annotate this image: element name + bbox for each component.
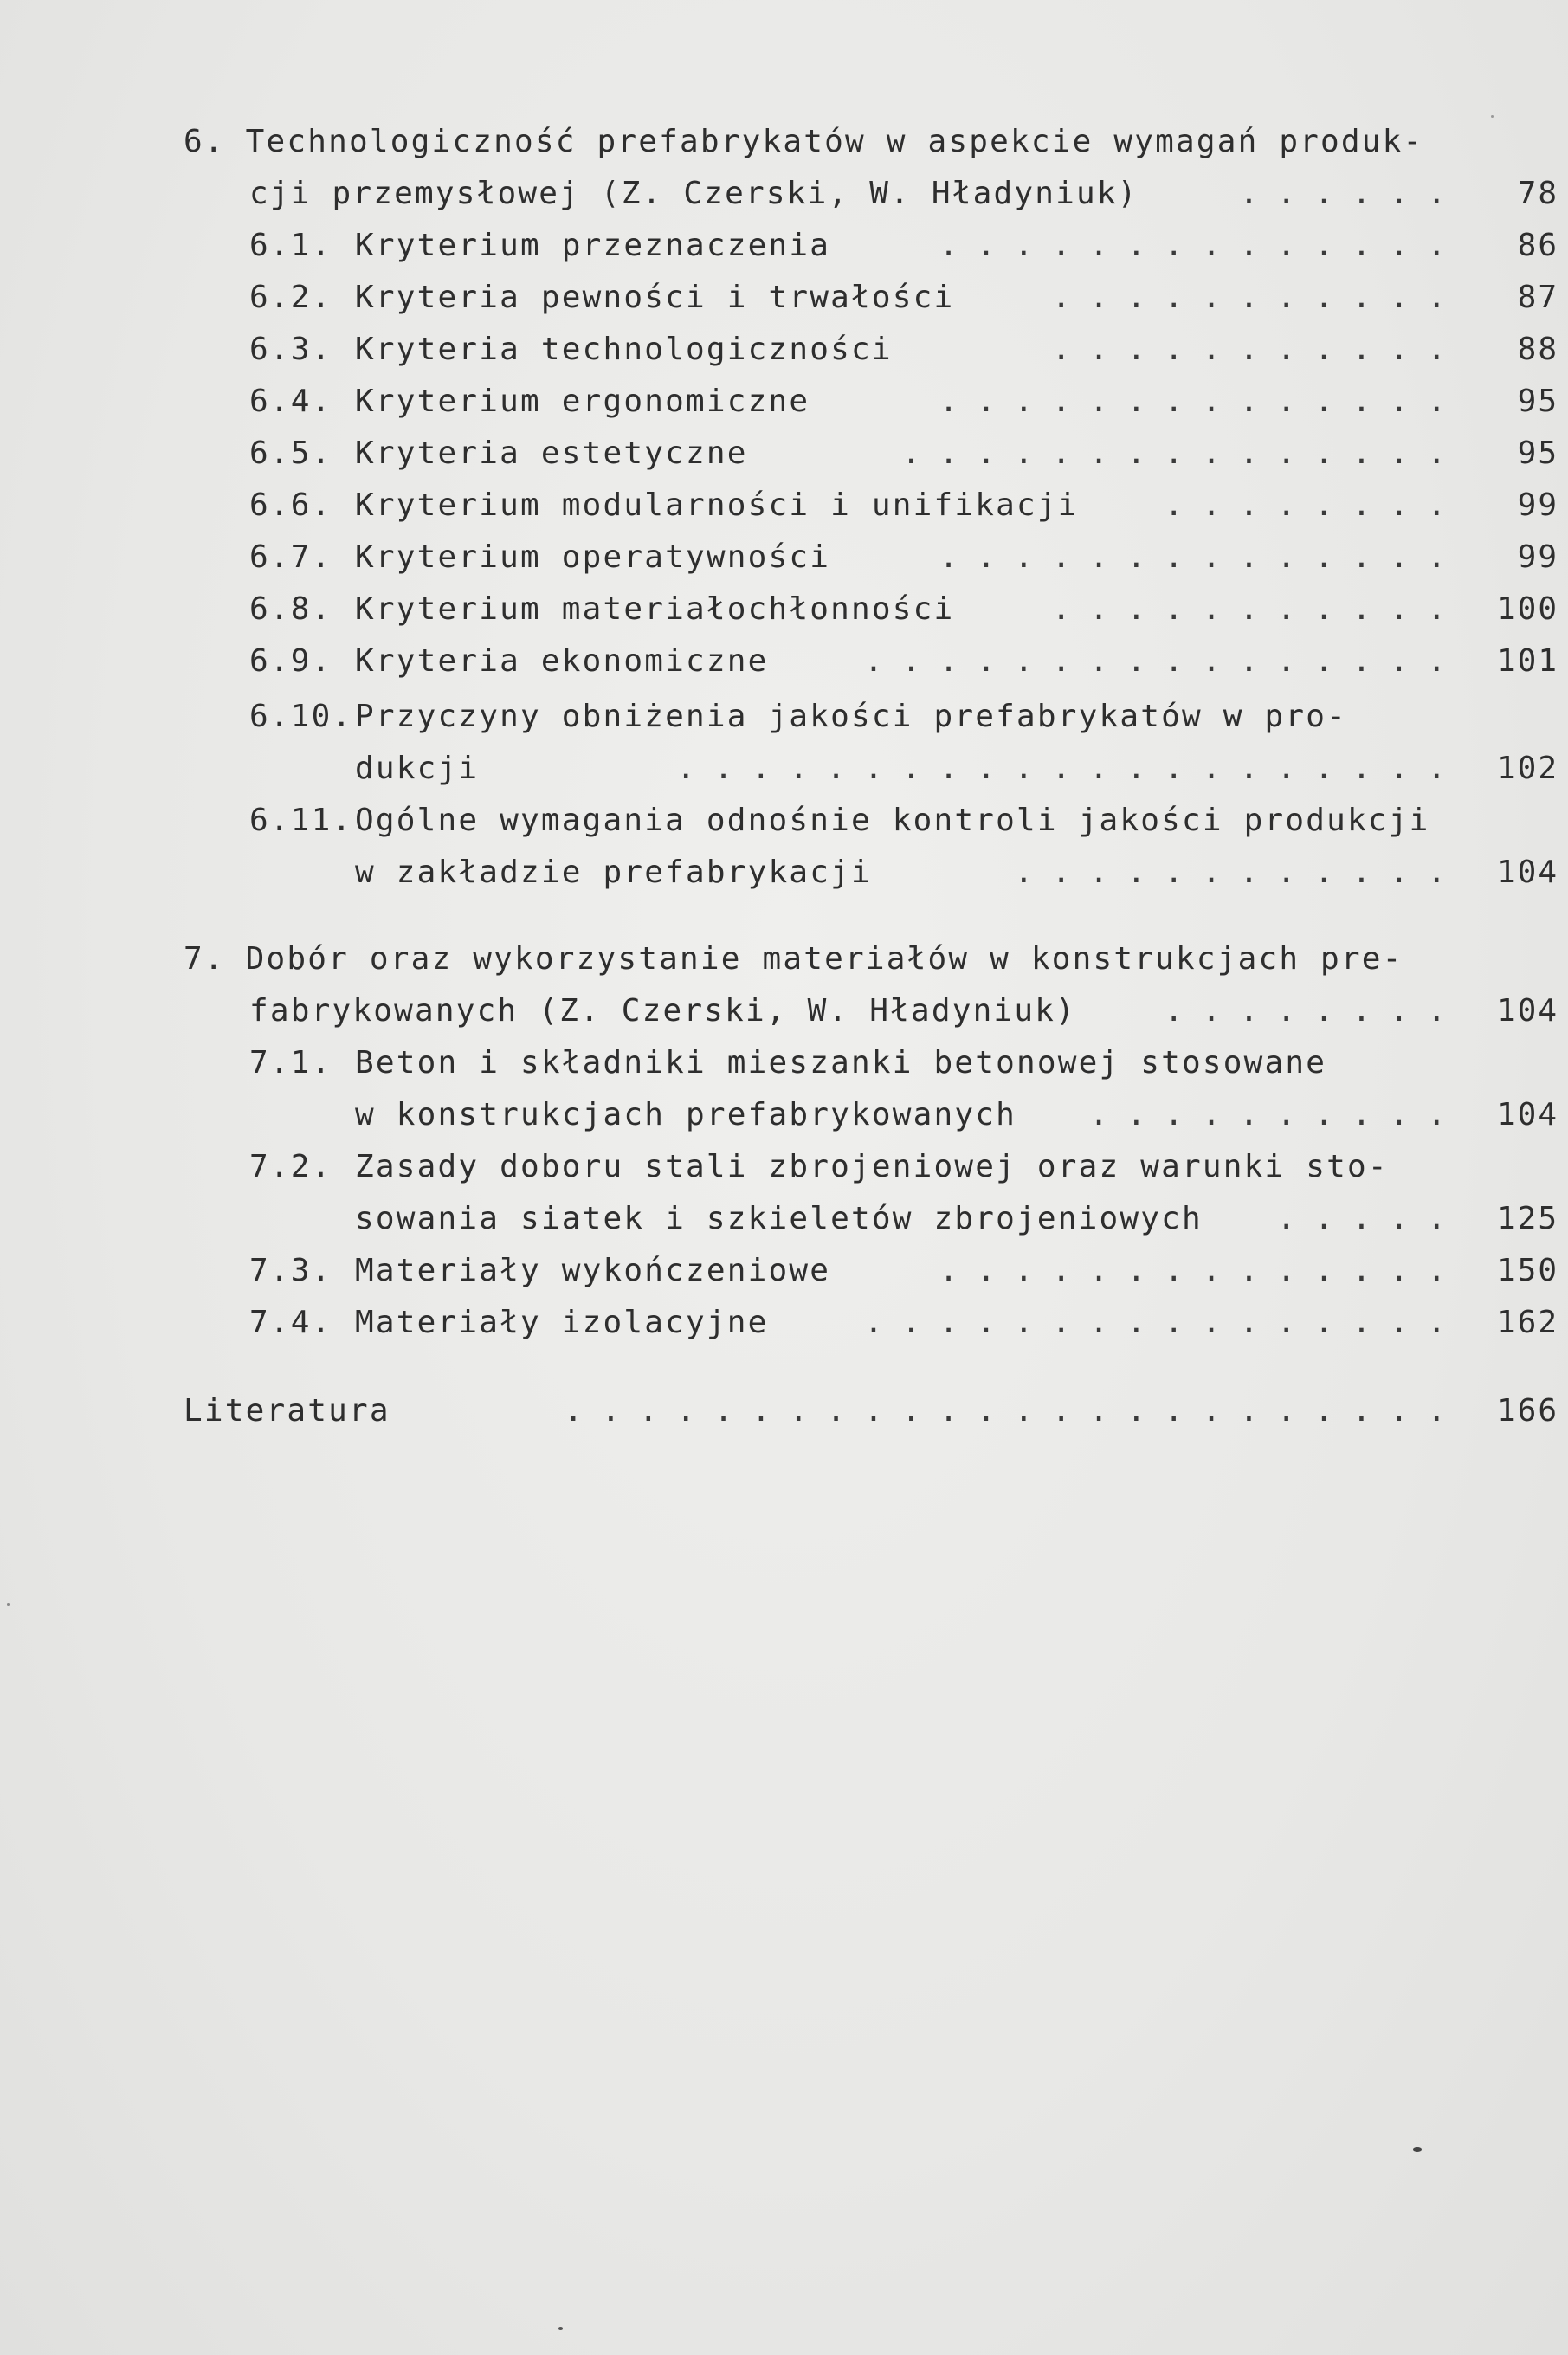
toc-entry-6-7-number: 6.7. <box>249 539 332 575</box>
leader-dots: . . . . . . . . . . . . . . <box>939 384 1446 419</box>
page-number: 88 <box>1517 332 1558 367</box>
toc-entry-7-1-number: 7.1. <box>249 1045 332 1081</box>
toc-entry-7-2-label-line-2: sowania siatek i szkieletów zbrojeniowych <box>355 1201 1203 1236</box>
section-6-title-line-1: 6. Technologiczność prefabrykatów w aspekcie wymagań produk- <box>184 124 1424 159</box>
toc-entry-7-3-number: 7.3. <box>249 1253 332 1288</box>
page-number: 101 <box>1496 643 1558 679</box>
leader-dots: . . . . . . <box>1239 176 1446 211</box>
leader-dots: . . . . . . . . . . . <box>1051 591 1446 627</box>
toc-entry-6-11-label-line-2: w zakładzie prefabrykacji <box>355 855 872 890</box>
leader-dots: . . . . . <box>1276 1201 1446 1236</box>
section-7-title-line-2: fabrykowanych (Z. Czerski, W. Hładyniuk) <box>249 993 1076 1029</box>
leader-dots: . . . . . . . . . . . <box>1051 332 1446 367</box>
leader-dots: . . . . . . . . . . . . . . . <box>901 436 1446 471</box>
leader-dots: . . . . . . . . . . . . . . . . <box>864 1305 1446 1340</box>
toc-entry-6-5-label: Kryteria estetyczne <box>355 436 748 471</box>
toc-entry-7-2-label-line-1: Zasady doboru stali zbrojeniowej oraz warunki sto- <box>355 1149 1389 1184</box>
page-number: 104 <box>1496 855 1558 890</box>
page-number: 86 <box>1517 228 1558 263</box>
leader-dots: . . . . . . . . <box>1164 487 1446 523</box>
toc-entry-6-10-number: 6.10. <box>249 699 353 734</box>
leader-dots: . . . . . . . . . . . . . . . . . . . . . <box>676 751 1446 786</box>
page-number: 95 <box>1517 384 1558 419</box>
toc-entry-7-4-number: 7.4. <box>249 1305 332 1340</box>
page-number: 104 <box>1496 993 1558 1029</box>
toc-entry-6-9-number: 6.9. <box>249 643 332 679</box>
toc-entry-6-6-number: 6.6. <box>249 487 332 523</box>
section-7-title-line-1: 7. Dobór oraz wykorzystanie materiałów w konstrukcjach pre- <box>184 941 1403 977</box>
toc-entry-6-3-number: 6.3. <box>249 332 332 367</box>
leader-dots: . . . . . . . . . . <box>1089 1097 1446 1132</box>
toc-entry-6-5-number: 6.5. <box>249 436 332 471</box>
toc-entry-6-7-label: Kryterium operatywności <box>355 539 831 575</box>
toc-entry-6-1-label: Kryterium przeznaczenia <box>355 228 831 263</box>
toc-entry-6-6-label: Kryterium modularności i unifikacji <box>355 487 1079 523</box>
toc-entry-6-10-label-line-1: Przyczyny obniżenia jakości prefabrykatów w pro- <box>355 699 1347 734</box>
toc-entry-6-8-label: Kryterium materiałochłonności <box>355 591 955 627</box>
section-6-title-line-2: cji przemysłowej (Z. Czerski, W. Hładyniuk) <box>249 176 1139 211</box>
leader-dots: . . . . . . . . . . . <box>1051 280 1446 315</box>
toc-entry-6-4-label: Kryterium ergonomiczne <box>355 384 810 419</box>
leader-dots: . . . . . . . . . . . . . . <box>939 1253 1446 1288</box>
scan-speck <box>7 1603 10 1606</box>
toc-entry-7-1-label-line-2: w konstrukcjach prefabrykowanych <box>355 1097 1016 1132</box>
toc-entry-6-11-label-line-1: Ogólne wymagania odnośnie kontroli jakości produkcji <box>355 803 1430 838</box>
page-number: 87 <box>1517 280 1558 315</box>
leader-dots: . . . . . . . . <box>1164 993 1446 1029</box>
toc-entry-6-9-label: Kryteria ekonomiczne <box>355 643 769 679</box>
page-number: 99 <box>1517 487 1558 523</box>
toc-entry-6-8-number: 6.8. <box>249 591 332 627</box>
page-number: 150 <box>1496 1253 1558 1288</box>
toc-entry-6-11-number: 6.11. <box>249 803 353 838</box>
leader-dots: . . . . . . . . . . . . . . <box>939 539 1446 575</box>
toc-entry-7-3-label: Materiały wykończeniowe <box>355 1253 831 1288</box>
page-number: 100 <box>1496 591 1558 627</box>
toc-entry-6-10-label-line-2: dukcji <box>355 751 480 786</box>
toc-entry-7-4-label: Materiały izolacyjne <box>355 1305 769 1340</box>
toc-entry-literatura: Literatura <box>184 1393 390 1429</box>
toc-entry-6-4-number: 6.4. <box>249 384 332 419</box>
toc-entry-6-2-label: Kryteria pewności i trwałości <box>355 280 955 315</box>
page-number: 166 <box>1496 1393 1558 1429</box>
toc-entry-6-1-number: 6.1. <box>249 228 332 263</box>
page-number: 99 <box>1517 539 1558 575</box>
page-number: 104 <box>1496 1097 1558 1132</box>
toc-entry-6-3-label: Kryteria technologiczności <box>355 332 893 367</box>
scan-speck <box>558 2327 563 2330</box>
page-number: 162 <box>1496 1305 1558 1340</box>
leader-dots: . . . . . . . . . . . . . . . . . . . . . . . . <box>564 1393 1446 1429</box>
leader-dots: . . . . . . . . . . . . . . . . <box>864 643 1446 679</box>
toc-entry-7-1-label-line-1: Beton i składniki mieszanki betonowej stosowane <box>355 1045 1327 1081</box>
page-number: 102 <box>1496 751 1558 786</box>
toc-entry-7-2-number: 7.2. <box>249 1149 332 1184</box>
scan-speck <box>1413 2147 1422 2152</box>
scan-speck <box>1491 115 1494 118</box>
page-number: 125 <box>1496 1201 1558 1236</box>
leader-dots: . . . . . . . . . . . . <box>1014 855 1446 890</box>
page-number: 78 <box>1517 176 1558 211</box>
toc-entry-6-2-number: 6.2. <box>249 280 332 315</box>
leader-dots: . . . . . . . . . . . . . . <box>939 228 1446 263</box>
page-number: 95 <box>1517 436 1558 471</box>
